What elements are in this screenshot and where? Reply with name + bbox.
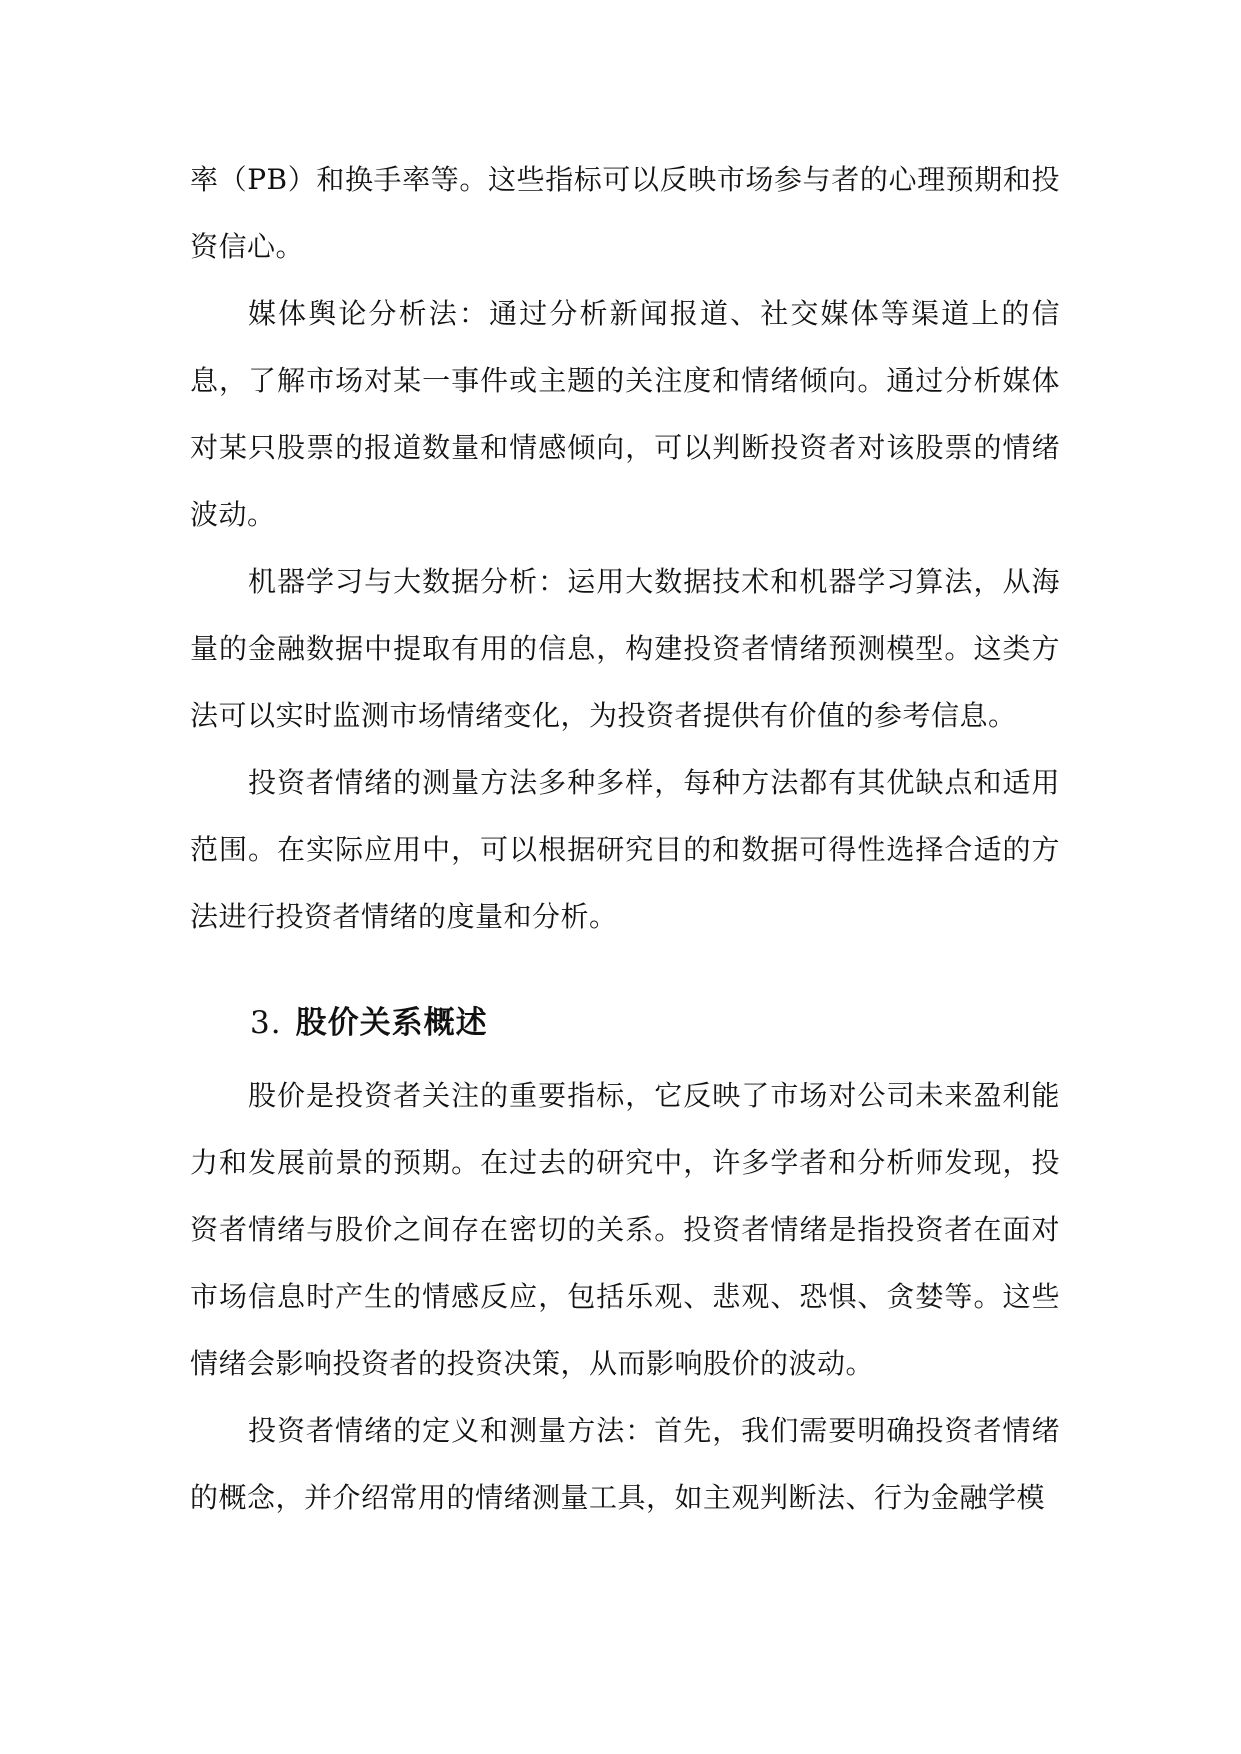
paragraph-media-analysis: 媒体舆论分析法：通过分析新闻报道、社交媒体等渠道上的信息，了解市场对某一事件或主题的关注度和情绪倾向。通过分析媒体对某只股票的报道数量和情感倾向，可以判断投资者对该股票的情绪波动。 [190, 297, 1060, 531]
paragraph-methods-summary: 投资者情绪的测量方法多种多样，每种方法都有其优缺点和适用范围。在实际应用中，可以根据研究目的和数据可得性选择合适的方法进行投资者情绪的度量和分析。 [190, 766, 1060, 933]
paragraph-machine-learning: 机器学习与大数据分析：运用大数据技术和机器学习算法，从海量的金融数据中提取有用的信息，构建投资者情绪预测模型。这类方法可以实时监测市场情绪变化，为投资者提供有价值的参考信息。 [190, 565, 1060, 732]
paragraph-pb-turnover: 率（PB）和换手率等。这些指标可以反映市场参与者的心理预期和投资信心。 [190, 163, 1060, 263]
section-heading [190, 988, 1060, 1058]
paragraph-sentiment-definition: 投资者情绪的定义和测量方法：首先，我们需要明确投资者情绪的概念，并介绍常用的情绪测量工具，如主观判断法、行为金融学模 [190, 1414, 1060, 1514]
section-number: 3. [250, 1005, 282, 1041]
paragraph-stock-price-intro: 股价是投资者关注的重要指标，它反映了市场对公司未来盈利能力和发展前景的预期。在过去的研究中，许多学者和分析师发现，投资者情绪与股价之间存在密切的关系。投资者情绪是指投资者在面对市场信息时产生的情感反应，包括乐观、悲观、恐惧、贪婪等。这些情绪会影响投资者的投资决策，从而影响股价的波动。 [190, 1079, 1060, 1380]
document-body [190, 146, 1060, 1531]
section-title: 股价关系概述 [295, 1005, 488, 1041]
